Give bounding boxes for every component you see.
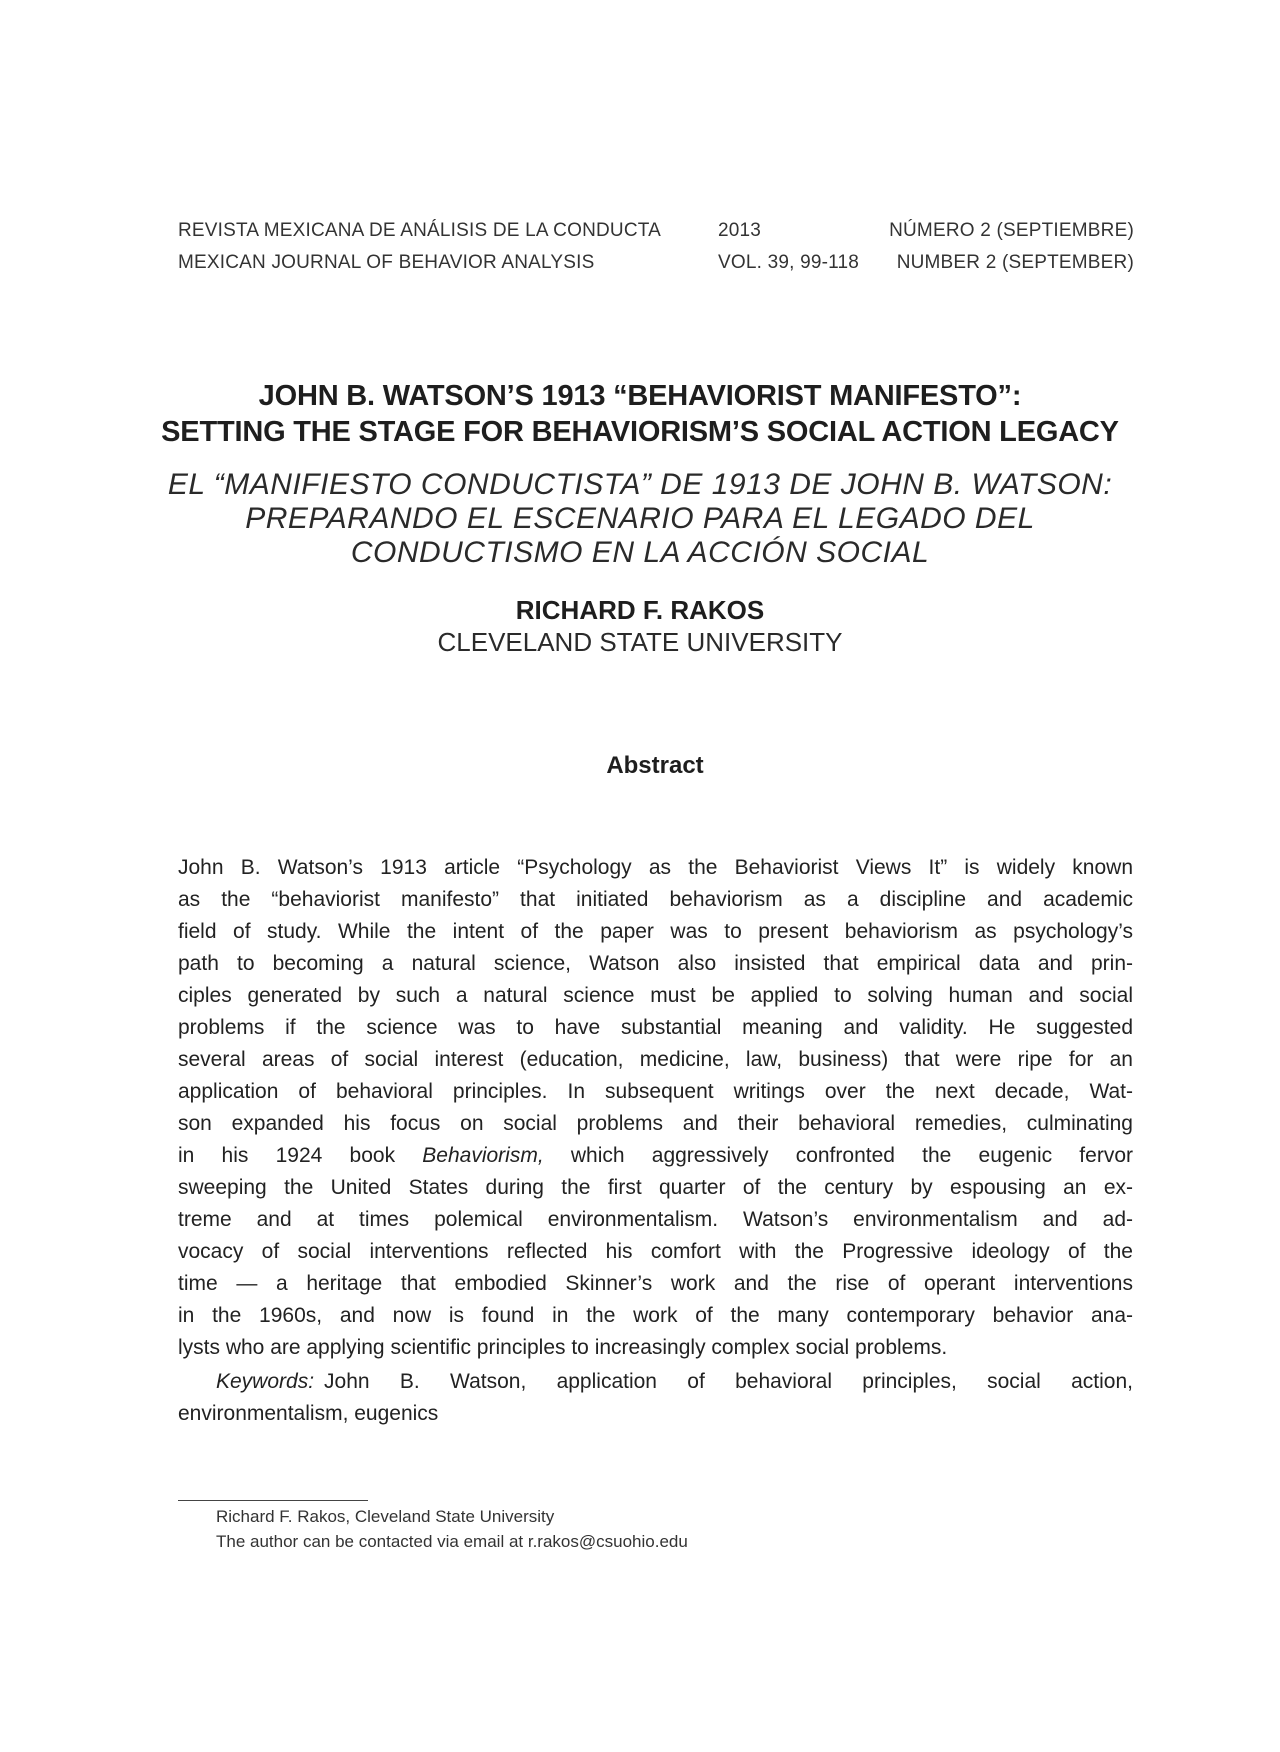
abstract-line: path to becoming a natural science, Watson also insisted that empirical data and prin- [178, 952, 1133, 975]
abstract-line: problems if the science was to have substantial meaning and validity. He suggested [178, 1016, 1133, 1039]
book-title-behaviorism: Behaviorism, [422, 1144, 544, 1167]
footnote-affiliation: Richard F. Rakos, Cleveland State University [216, 1507, 555, 1526]
abstract-body [178, 852, 1133, 1364]
journal-header [178, 220, 1134, 284]
abstract-line: son expanded his focus on social problems and their behavioral remedies, culminating [178, 1112, 1133, 1135]
abstract-text: which aggressively confronted the eugenic fervor [543, 1144, 1133, 1167]
abstract-line: several areas of social interest (education, medicine, law, business) that were ripe for an [178, 1048, 1133, 1071]
abstract-line: sweeping the United States during the first quarter of the century by espousing an ex- [178, 1176, 1133, 1199]
abstract-text: in his 1924 book [178, 1144, 423, 1167]
abstract-line: application of behavioral principles. In subsequent writings over the next decade, Wat- [178, 1080, 1133, 1103]
spanish-title [150, 468, 1130, 570]
title-block [150, 378, 1130, 658]
spanish-title-line: CONDUCTISMO EN LA ACCIÓN SOCIAL [350, 536, 930, 569]
footnote-contact: The author can be contacted via email at r.rakos@csuohio.edu [216, 1532, 688, 1551]
journal-volume: VOL. 39, 99-118 [718, 252, 860, 273]
english-title-line: SETTING THE STAGE FOR BEHAVIORISM’S SOCIAL ACTION LEGACY [161, 416, 1119, 448]
keywords [178, 1366, 1133, 1430]
journal-year: 2013 [718, 220, 762, 241]
spanish-title-line: EL “MANIFIESTO CONDUCTISTA” DE 1913 DE JOHN B. WATSON: [167, 468, 1113, 501]
keywords-line: environmentalism, eugenics [178, 1402, 439, 1425]
author-name: RICHARD F. RAKOS [515, 595, 765, 625]
author-affiliation: CLEVELAND STATE UNIVERSITY [437, 627, 843, 657]
journal-header-row-english [178, 252, 1134, 284]
journal-name-spanish: REVISTA MEXICANA DE ANÁLISIS DE LA CONDUCTA [178, 220, 662, 241]
keywords-text: John B. Watson, application of behavioral principles, social action, [324, 1370, 1133, 1393]
abstract-line: vocacy of social interventions reflected his comfort with the Progressive ideology of the [178, 1240, 1133, 1263]
journal-name-english: MEXICAN JOURNAL OF BEHAVIOR ANALYSIS [178, 252, 595, 273]
abstract-line: in the 1960s, and now is found in the work of the many contemporary behavior ana- [178, 1304, 1133, 1327]
abstract-line: John B. Watson’s 1913 article “Psychology as the Behaviorist Views It” is widely known [178, 856, 1133, 879]
spanish-title-line: PREPARANDO EL ESCENARIO PARA EL LEGADO DEL [245, 502, 1035, 535]
abstract-line: treme and at times polemical environmentalism. Watson’s environmentalism and ad- [178, 1208, 1133, 1231]
abstract-line: as the “behaviorist manifesto” that initiated behaviorism as a discipline and academic [178, 888, 1133, 911]
abstract-line [178, 1140, 1133, 1172]
author-block [150, 594, 1130, 658]
journal-issue-spanish: NÚMERO 2 (SEPTIEMBRE) [889, 220, 1134, 241]
keywords-line [178, 1366, 1133, 1398]
english-title-line: JOHN B. WATSON’S 1913 “BEHAVIORIST MANIFESTO”: [258, 380, 1022, 412]
abstract-line: ciples generated by such a natural science must be applied to solving human and social [178, 984, 1133, 1007]
journal-header-row-spanish [178, 220, 1134, 252]
abstract-line: field of study. While the intent of the paper was to present behaviorism as psychology’s [178, 920, 1133, 943]
abstract-line: lysts who are applying scientific principles to increasingly complex social problems. [178, 1336, 948, 1359]
footnote-divider [178, 1500, 368, 1501]
abstract-heading: Abstract [606, 752, 704, 779]
abstract-line: time — a heritage that embodied Skinner’s work and the rise of operant interventions [178, 1272, 1133, 1295]
english-title [150, 378, 1130, 450]
footnote [216, 1504, 688, 1554]
keywords-label: Keywords: [216, 1370, 315, 1393]
journal-issue-english: NUMBER 2 (SEPTEMBER) [896, 252, 1134, 273]
